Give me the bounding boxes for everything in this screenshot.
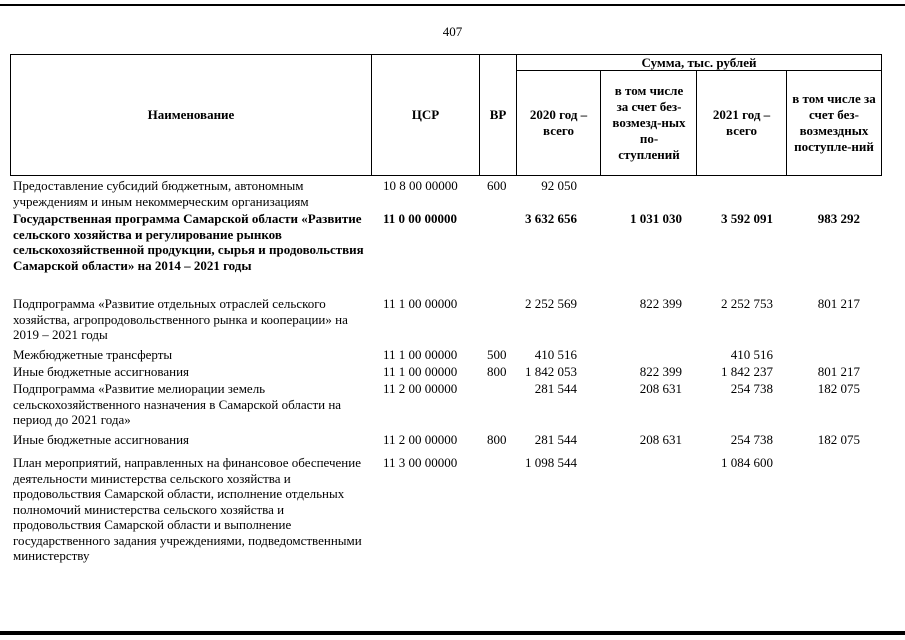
row-name: Предоставление субсидий бюджетным, автономным учреждениям и иным некоммерческим организациям: [13, 178, 309, 209]
row-name: Межбюджетные трансферты: [13, 347, 173, 362]
row-2020-total: 1 842 053: [525, 364, 577, 379]
row-2021-free: 801 217: [817, 364, 860, 379]
row-vr: 800: [487, 432, 507, 447]
row-name: Подпрограмма «Развитие мелиорации земель сельскохозяйственного назначения в Самарской области на период до 2021 года»: [13, 381, 342, 427]
row-2020-total: 281 544: [534, 381, 577, 396]
row-name: Иные бюджетные ассигнования: [13, 432, 190, 447]
header-2021-free: в том числе за счет без-возмездных поступле-ний: [792, 91, 876, 154]
row-2021-total: 2 252 753: [721, 296, 773, 311]
row-2021-total: 1 084 600: [721, 455, 773, 470]
row-csr: 11 0 00 00000: [383, 211, 458, 226]
row-2021-total: 254 738: [730, 381, 773, 396]
row-2021-free: 801 217: [817, 296, 860, 311]
row-2020-free: 822 399: [639, 364, 682, 379]
header-name: Наименование: [147, 107, 235, 122]
row-2021-total: 3 592 091: [721, 211, 773, 226]
row-csr: 11 3 00 00000: [383, 455, 458, 470]
row-2020-total: 2 252 569: [525, 296, 577, 311]
row-2021-total: 254 738: [730, 432, 773, 447]
row-csr: 10 8 00 00000: [383, 178, 458, 193]
header-sum: Сумма, тыс. рублей: [641, 54, 757, 70]
row-2020-free: 208 631: [639, 381, 682, 396]
row-2020-total: 281 544: [534, 432, 577, 447]
row-vr: 500: [487, 347, 507, 362]
row-csr: 11 2 00 00000: [383, 381, 458, 396]
header-csr: ЦСР: [411, 107, 440, 122]
row-2020-total: 3 632 656: [525, 211, 577, 226]
row-2021-total: 1 842 237: [721, 364, 773, 379]
row-2021-free: 182 075: [817, 432, 860, 447]
row-2020-free: 208 631: [639, 432, 682, 447]
header-divider: [600, 70, 601, 176]
row-2021-free: 182 075: [817, 381, 860, 396]
header-bottom-border: [10, 175, 882, 176]
row-csr: 11 1 00 00000: [383, 364, 458, 379]
row-2020-free: 1 031 030: [630, 211, 682, 226]
bottom-rule: [0, 631, 905, 635]
row-2021-free: 983 292: [817, 211, 860, 226]
header-2020-free: в том числе за счет без-возмезд-ных по-ступлений: [612, 83, 686, 162]
header-right-border: [881, 54, 882, 176]
row-2021-total: 410 516: [730, 347, 773, 362]
row-csr: 11 1 00 00000: [383, 296, 458, 311]
header-vr: ВР: [489, 107, 507, 122]
row-2020-free: 822 399: [639, 296, 682, 311]
row-csr: 11 1 00 00000: [383, 347, 458, 362]
row-2020-total: 1 098 544: [525, 455, 577, 470]
row-2020-total: 410 516: [534, 347, 577, 362]
row-2020-total: 92 050: [541, 178, 577, 193]
row-name: Государственная программа Самарской области «Развитие сельского хозяйства и регулирование рынков сельскохозяйственной продукции, сырья и продовольствия Самарской области» на 2014 – 2021 годы: [13, 211, 364, 273]
top-rule: [0, 4, 905, 6]
row-csr: 11 2 00 00000: [383, 432, 458, 447]
row-vr: 800: [487, 364, 507, 379]
row-name: План мероприятий, направленных на финансовое обеспечение деятельности министерства сельского хозяйства и продовольствия Самарской области, исполнение отдельных полномочий министерства сельского хозяйства и продовольствия Самарской области и выполнение государственного задания учреждениями, подведомственными министерству: [13, 455, 362, 563]
row-name: Подпрограмма «Развитие отдельных отраслей сельского хозяйства, агропродовольственного рынка и кооперации» на 2019 – 2021 годы: [13, 296, 348, 342]
header-2021-total: 2021 год – всего: [712, 107, 771, 138]
header-2020-total: 2020 год – всего: [529, 107, 588, 138]
row-name: Иные бюджетные ассигнования: [13, 364, 190, 379]
row-vr: 600: [487, 178, 507, 193]
page-number: 407: [442, 24, 463, 39]
